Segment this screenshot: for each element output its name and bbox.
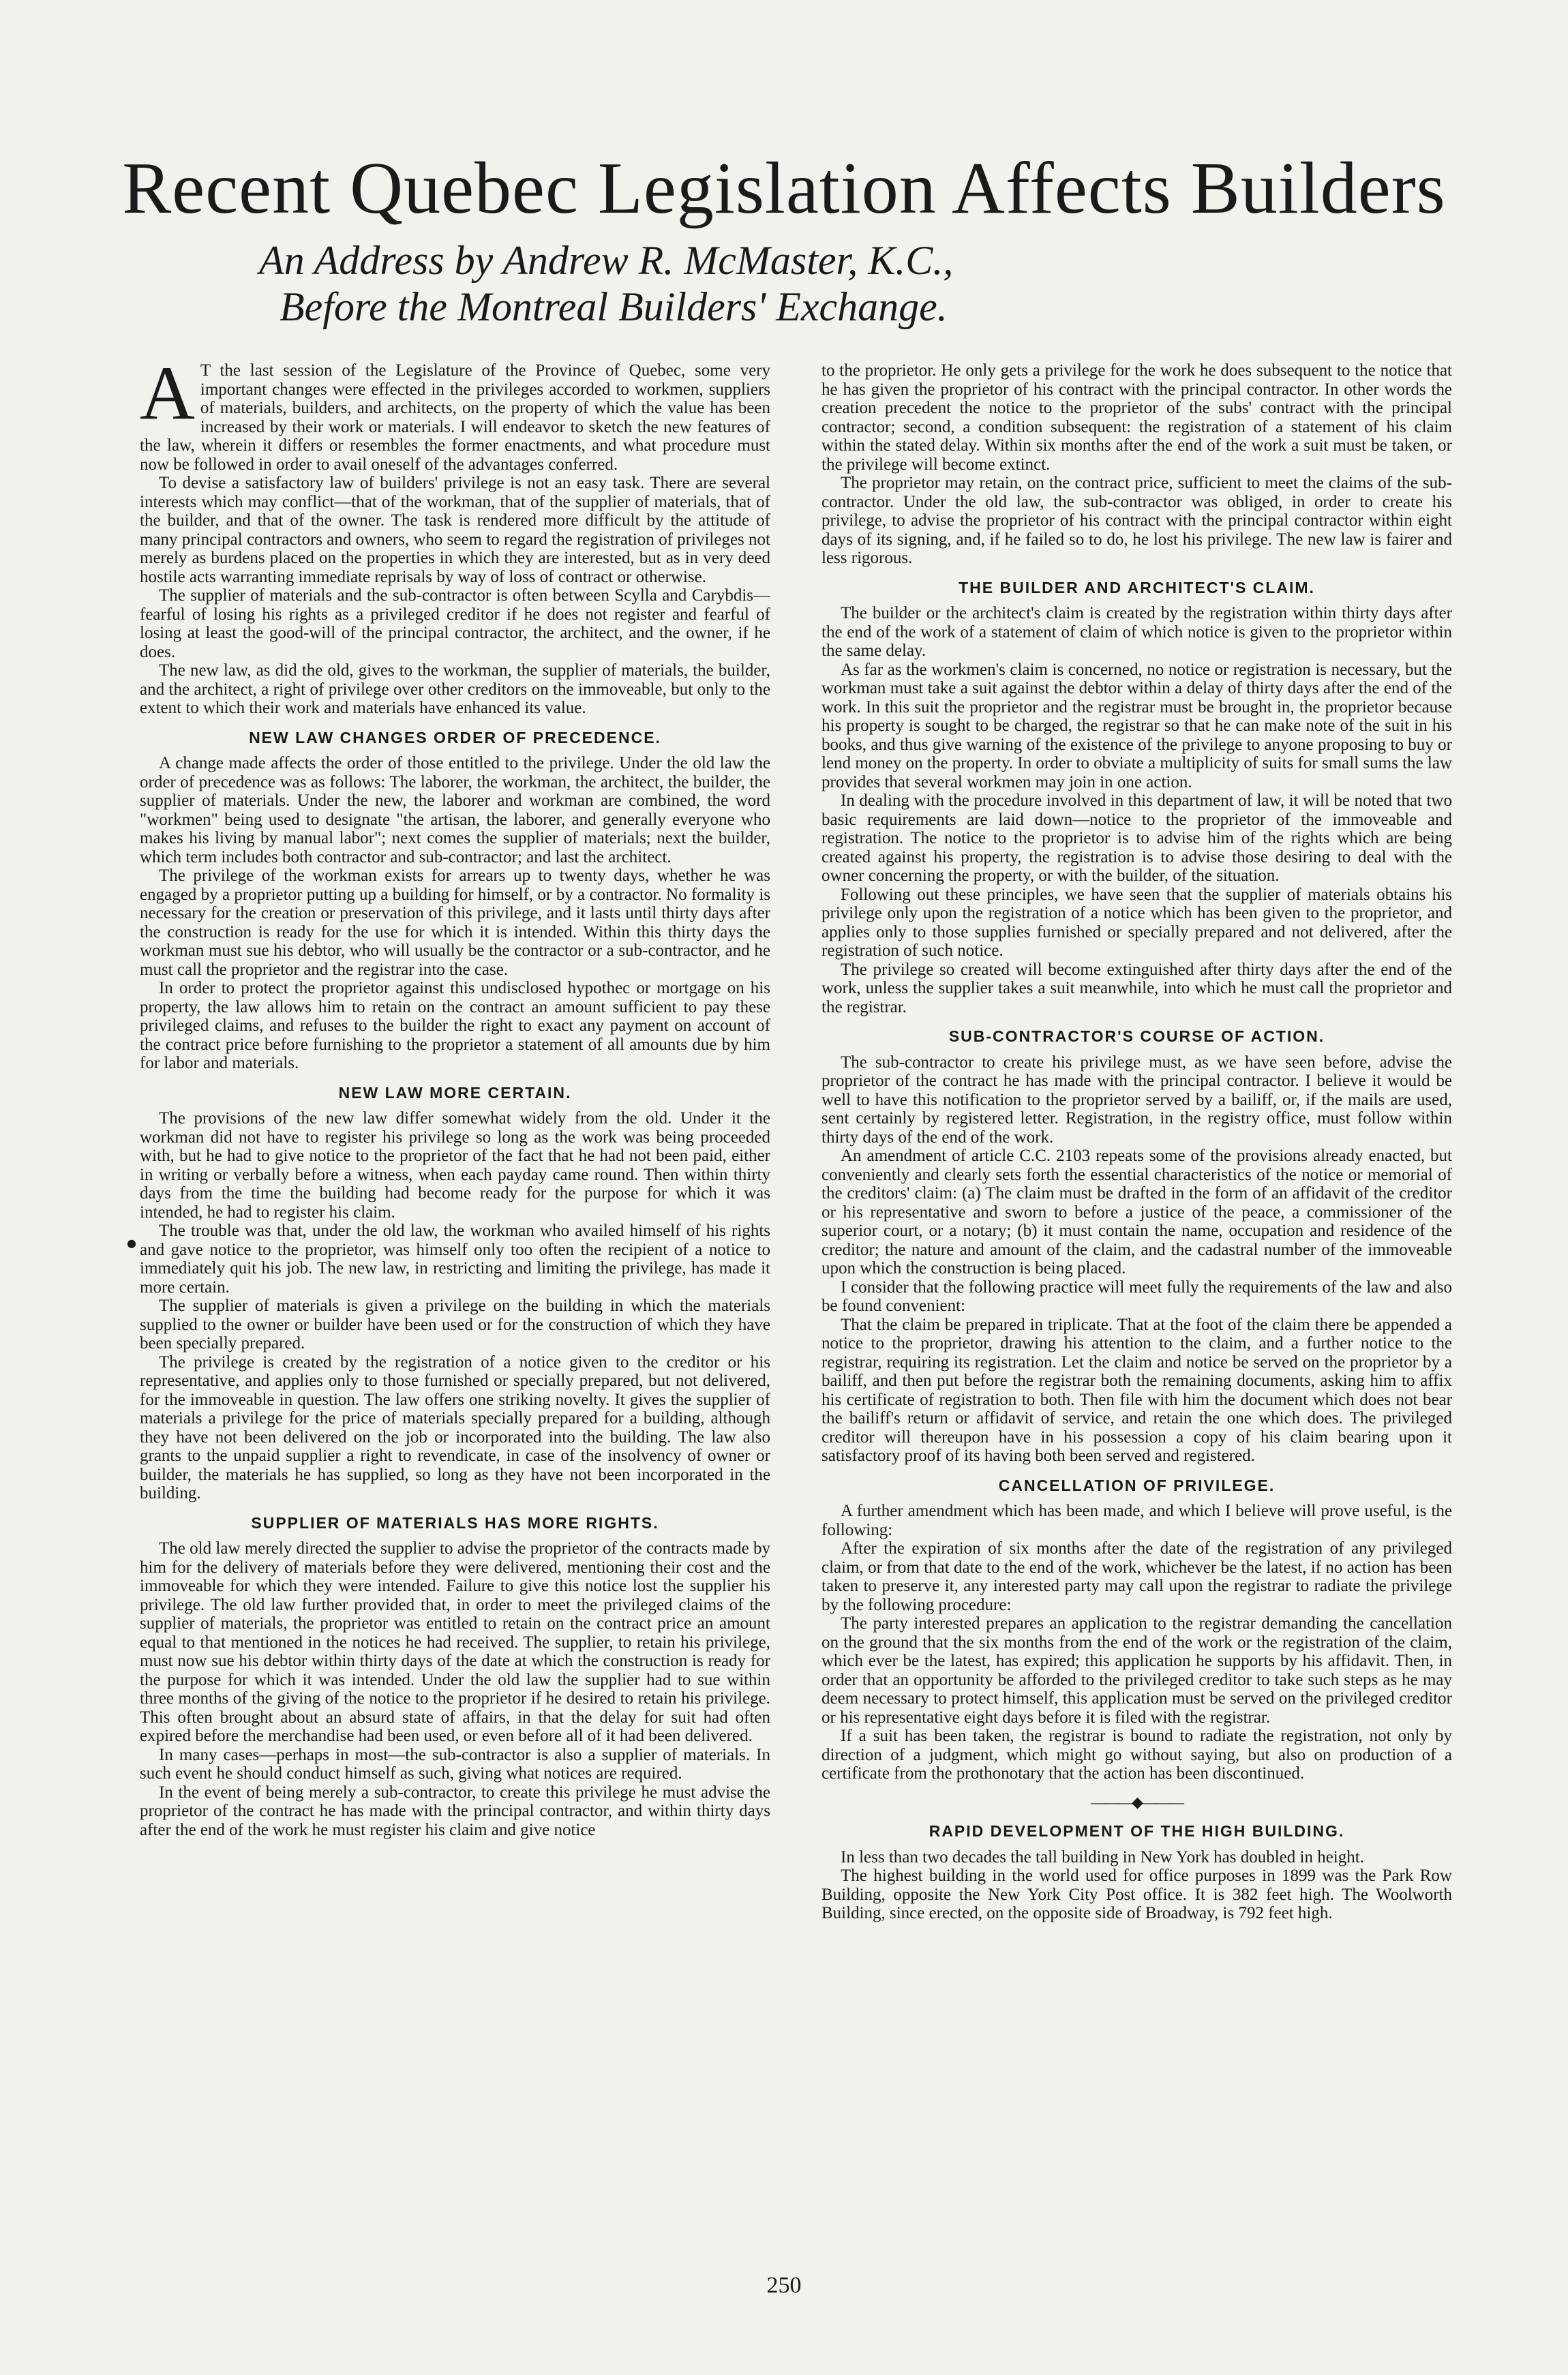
paragraph: To devise a satisfactory law of builders' privilege is not an easy task. There are several interests which may conflict—that of the workman, that of the supplier of materials, that of the builder, and that of the owner. The task is rendered more difficult by the attitude of many principal contractors and owners, who seem to regard the registration of privileges not merely as burdens placed on the properties in which they are interested, but as in very deed hostile acts warranting immediate reprisals by way of loss of contract or otherwise. [140, 474, 770, 586]
drop-cap: A [140, 361, 195, 436]
section-heading: NEW LAW MORE CERTAIN. [338, 1083, 572, 1102]
paragraph: The provisions of the new law differ somewhat widely from the old. Under it the workman did not have to register his privilege so long as the work was being proceeded with, but he had to give notice to the proprietor of the fact that he had not been paid, either in writing or verbally before a witness, when each payday came round. Then within thirty days from the time the building had become ready for the purpose for which it was intended, he had to register his claim. [140, 1109, 770, 1222]
paragraph: The privilege is created by the registration of a notice given to the creditor or his representative, and applies only to those furnished or specially prepared, but not delivered, for the immoveable in question. The law offers one striking novelty. It gives the supplier of materials a privilege for the price of materials specially prepared for a building, although they have not been delivered on the job or incorporated into the building. The law also grants to the unpaid supplier a right to revendicate, in case of the insolvency of owner or builder, the materials he has supplied, so long as they have not been incorporated in the building. [140, 1352, 770, 1502]
margin-bullet: ● [127, 1237, 136, 1250]
right-column [821, 361, 1452, 2256]
article-title: Recent Quebec Legislation Affects Builders [122, 148, 1446, 229]
paragraph: The supplier of materials and the sub-contractor is often between Scylla and Carybdis—fearful of losing his rights as a privileged creditor if he does not register and fearful of losing at least the good-will of the principal contractor, the architect, and the owner, if he does. [140, 586, 770, 661]
article-header [0, 150, 1568, 330]
paragraph: An amendment of article C.C. 2103 repeats some of the provisions already enacted, but conveniently and clearly sets forth the essential characteristics of the notice or memorial of the creditors' claim: (a) The claim must be drafted in the form of an affidavit of the creditor or his representative and sworn to before a justice of the peace, a commissioner of the superior court, or a notary; (b) it must contain the name, occupation and residence of the creditor; the nature and amount of the claim, and the cadastral number of the immoveable upon which the construction is being placed. [821, 1147, 1452, 1277]
paragraph: The privilege so created will become extinguished after thirty days after the end of the work, unless the supplier takes a suit meanwhile, into which he must call the proprietor and the registrar. [821, 960, 1452, 1016]
paragraph: A change made affects the order of those entitled to the privilege. Under the old law the order of precedence was as follows: The laborer, the workman, the architect, the builder, the supplier of materials. Under the new, the laborer and workman are combined, the word "workmen" being used to designate "the artisan, the laborer, and generally everyone who makes his living by manual labor"; next comes the supplier of materials; next the builder, which term includes both contractor and sub-contractor; and last the architect. [140, 754, 770, 866]
paragraph: The sub-contractor to create his privilege must, as we have seen before, advise the proprietor of the contract he has made with the principal contractor. I believe it would be well to have this notification to the proprietor served by a bailiff, or, if the mails are used, sent certainly by registered letter. Registration, in the registry office, must follow within thirty days of the end of the work. [821, 1053, 1452, 1147]
paragraph: In order to protect the proprietor against this undisclosed hypothec or mortgage on his property, the law allows him to retain on the contract an amount sufficient to pay these privileged claims, and refuses to the builder the right to exact any payment on account of the contract price before furnishing to the proprietor a statement of all amounts due by him for labor and materials. [140, 979, 770, 1072]
paragraph: As far as the workmen's claim is concerned, no notice or registration is necessary, but the workman must take a suit against the debtor within a delay of thirty days after the end of the work. In this suit the proprietor and the registrar must be brought in, the proprietor because his property is sought to be charged, the registrar so that he can make note of the suit in his books, and thus give warning of the existence of the privilege to anyone proposing to buy or lend money on the property. In order to obviate a multiplicity of suits for small sums the law provides that several workmen may join in one action. [821, 660, 1452, 791]
section-heading: NEW LAW CHANGES ORDER OF PRECEDENCE. [249, 728, 661, 746]
paragraph: I consider that the following practice will meet fully the requirements of the law and also be found convenient: [821, 1277, 1452, 1315]
paragraph: The party interested prepares an application to the registrar demanding the cancellation on the ground that the six months from the end of the work or the registration of the claim, which ever be the latest, has expired; this application he supports by his affidavit. Then, in order that an opportunity be afforded to the privileged creditor to take such steps as he may deem necessary to protect himself, this application must be served on the privileged creditor or his representative eight days before it is filed with the registrar. [821, 1614, 1452, 1727]
section-heading: SUPPLIER OF MATERIALS HAS MORE RIGHTS. [251, 1513, 659, 1532]
section-heading: RAPID DEVELOPMENT OF THE HIGH BUILDING. [929, 1822, 1345, 1840]
paragraph: In many cases—perhaps in most—the sub-contractor is also a supplier of materials. In such event he should conduct himself as such, giving what notices are required. [140, 1745, 770, 1783]
paragraph: A further amendment which has been made, and which I believe will prove useful, is the following: [821, 1502, 1452, 1539]
paragraph: The trouble was that, under the old law, the workman who availed himself of his rights and gave notice to the proprietor, was himself only too often the recipient of a notice to immediately quit his job. The new law, in restricting and limiting the privilege, has made it more certain. [140, 1222, 770, 1297]
left-column [140, 361, 770, 2256]
paragraph: A T the last session of the Legislature of the Province of Quebec, some very important changes were effected in the privileges accorded to workmen, suppliers of materials, builders, and architects, on the property of which the value has been increased by their work or materials. I will endeavor to sketch the new features of the law, wherein it differs or resembles the former enactments, and what procedure must now be followed in order to avail oneself of the advantages conferred. [140, 361, 770, 474]
paragraph: After the expiration of six months after the date of the registration of any privileged claim, or from that date to the end of the work, whichever be the latest, if no action has been taken to preserve it, any interested party may call upon the registrar to radiate the privilege by the following procedure: [821, 1539, 1452, 1614]
paragraph: The privilege of the workman exists for arrears up to twenty days, whether he was engaged by a proprietor putting up a building for himself, or by a contractor. No formality is necessary for the creation or preservation of this privilege, and it lasts until thirty days after the construction is ready for the use for which it is intended. Within this thirty days the workman must sue his debtor, who will usually be the contractor or a sub-contractor, and he must call the proprietor and the registrar into the case. [140, 866, 770, 979]
section-heading: SUB-CONTRACTOR'S COURSE OF ACTION. [948, 1027, 1325, 1045]
section-divider-ornament: ———◆——— [1091, 1793, 1183, 1811]
paragraph: to the proprietor. He only gets a privilege for the work he does subsequent to the notice that he has given the proprietor of his contract with the principal contractor. In other words the creation precedent the notice to the proprietor of the subs' contract with the principal contractor; second, a condition subsequent: the registration of a statement of his claim within the stated delay. Within six months after the end of the work a suit must be taken, or the privilege will become extinct. [821, 361, 1452, 474]
section-heading: CANCELLATION OF PRIVILEGE. [998, 1476, 1276, 1494]
paragraph: The highest building in the world used for office purposes in 1899 was the Park Row Building, opposite the New York City Post office. It is 382 feet high. The Woolworth Building, since erected, on the opposite side of Broadway, is 792 feet high. [821, 1866, 1452, 1922]
paragraph: In the event of being merely a sub-contractor, to create this privilege he must advise the proprietor of the contract he has made with the principal contractor, and within thirty days after the end of the work he must register his claim and give notice [140, 1783, 770, 1839]
paragraph: In less than two decades the tall building in New York has doubled in height. [841, 1847, 1364, 1866]
paragraph: The proprietor may retain, on the contract price, sufficient to meet the claims of the sub-contractor. Under the old law, the sub-contractor was obliged, in order to create his privilege, to advise the proprietor of his contract with the principal contractor within eight days of its signing, and, if he failed so to do, he lost his privilege. The new law is fairer and less rigorous. [821, 474, 1452, 567]
page-number: 250 [766, 2273, 802, 2298]
paragraph: The supplier of materials is given a privilege on the building in which the materials supplied to the owner or builder have been used or for the construction of which they have been specially prepared. [140, 1297, 770, 1352]
paragraph: If a suit has been taken, the registrar is bound to radiate the registration, not only by direction of a judgment, which might go without saying, but also on production of a certificate from the prothonotary that the action has been discontinued. [821, 1727, 1452, 1783]
paragraph: The old law merely directed the supplier to advise the proprietor of the contracts made by him for the delivery of materials before they were delivered, mentioning their cost and the immoveable for which they were intended. Failure to give this notice lost the supplier his privilege. The old law further provided that, in order to meet the privileged claims of the supplier of materials, the proprietor was entitled to retain on the contract price an amount equal to that mentioned in the notices he had received. The supplier, to retain his privilege, must now sue his debtor within thirty days of the date at which the construction is ready for the purpose for which it was intended. Under the old law the supplier had to sue within three months of the giving of the notice to the proprietor if he desired to retain his privilege. This often brought about an absurd state of affairs, in that the delay for suit had often expired before the merchandise had been used, or even before all of it had been delivered. [140, 1539, 770, 1745]
paragraph: In dealing with the procedure involved in this department of law, it will be noted that two basic requirements are laid down—notice to the proprietor of the immoveable and registration. The notice to the proprietor is to advise him of the rights which are being created against his property, the registration is to advise those desiring to deal with the owner concerning the property, or with the builder, of the situation. [821, 791, 1452, 885]
paragraph: The builder or the architect's claim is created by the registration within thirty days after the end of the work of a statement of claim of which notice is given to the proprietor within the same delay. [821, 604, 1452, 660]
subtitle-line-1: An Address by Andrew R. McMaster, K.C., [259, 238, 954, 284]
article-subtitle [0, 238, 1568, 329]
subtitle-line-2: Before the Montreal Builders' Exchange. [280, 284, 948, 329]
paragraph: Following out these principles, we have seen that the supplier of materials obtains his privilege only upon the registration of a notice which has been given to the proprietor, and applies only to those supplies furnished or specially prepared and not delivered, after the registration of such notice. [821, 885, 1452, 960]
paragraph: The new law, as did the old, gives to the workman, the supplier of materials, the builder, and the architect, a right of privilege over other creditors on the immoveable, but only to the extent to which their work and materials have enhanced its value. [140, 661, 770, 717]
section-heading: THE BUILDER AND ARCHITECT'S CLAIM. [959, 578, 1315, 596]
paragraph: That the claim be prepared in triplicate. That at the foot of the claim there be appended a notice to the proprietor, drawing his attention to the claim, and a further notice to the registrar, requiring its registration. Let the claim and notice be served on the proprietor by a bailiff, and then put before the registrar both the remaining documents, asking him to affix his certificate of registration to both. Then file with him the document which does not bear the bailiff's return or affidavit of service, and retain the one which does. The privileged creditor will thereupon have in his possession a copy of his claim bearing upon it satisfactory proof of its having both been served and registered. [821, 1315, 1452, 1465]
